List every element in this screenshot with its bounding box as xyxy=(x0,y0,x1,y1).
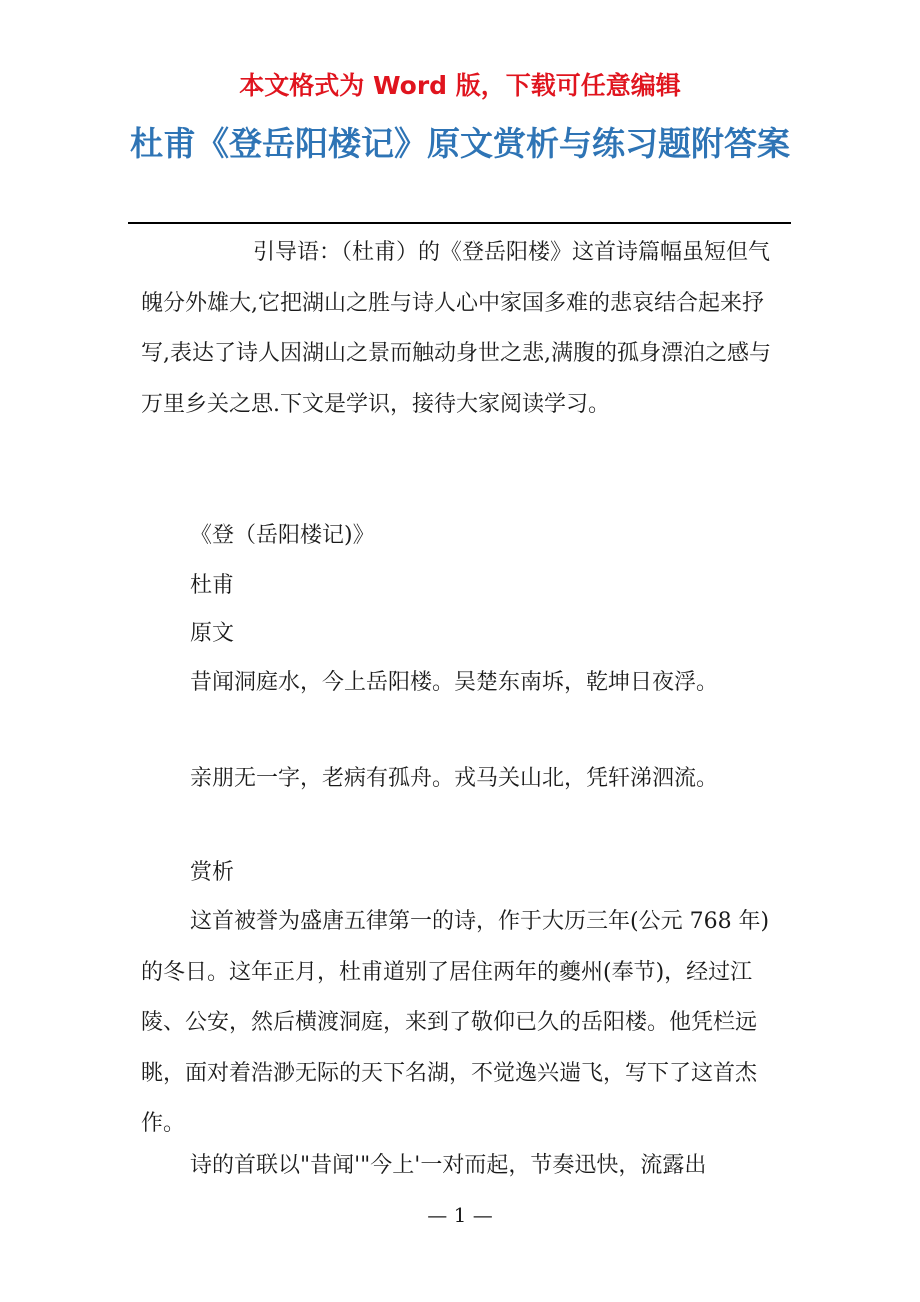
analysis-paragraph-2 xyxy=(141,1141,781,1192)
analysis-text-2: 诗的首联以"昔闻'"今上'一对而起，节奏迅快，流露出 xyxy=(190,1153,707,1178)
analysis-text-1: 这首被誉为盛唐五律第一的诗，作于大历三年(公元 768 年)的冬日。这年正月，杜甫道别了居住两年的夔州(奉节)，经过江陵、公安，然后横渡洞庭，来到了敬仰已久的岳阳楼。他凭栏远眺，面对着浩渺无际的天下名湖，不觉逸兴遄飞，写下了这首杰作。 xyxy=(141,909,770,1136)
poem-heading: 《登（岳阳楼记)》 xyxy=(190,523,375,548)
intro-paragraph xyxy=(141,228,781,430)
analysis-paragraph-1 xyxy=(141,897,781,1150)
poem-line-1: 昔闻洞庭水，今上岳阳楼。吴楚东南坼，乾坤日夜浮。 xyxy=(190,670,719,695)
page-number: — 1 — xyxy=(427,1203,493,1227)
poem-line-2: 亲朋无一字，老病有孤舟。戎马关山北，凭轩涕泗流。 xyxy=(190,766,719,791)
original-text-label: 原文 xyxy=(190,621,235,646)
format-banner: 本文格式为 Word 版，下载可任意编辑 xyxy=(239,71,681,100)
title-divider xyxy=(128,222,791,224)
poem-author: 杜甫 xyxy=(190,573,235,598)
intro-text: 引导语：（杜甫）的《登岳阳楼》这首诗篇幅虽短但气魄分外雄大,它把湖山之胜与诗人心中家国多难的悲哀结合起来抒写,表达了诗人因湖山之景而触动身世之悲,满腹的孤身漂泊之感与万里乡关之思.下文是学识，接待大家阅读学习。 xyxy=(141,240,771,417)
document-title: 杜甫《登岳阳楼记》原文赏析与练习题附答案 xyxy=(130,124,790,163)
analysis-label: 赏析 xyxy=(190,860,235,885)
